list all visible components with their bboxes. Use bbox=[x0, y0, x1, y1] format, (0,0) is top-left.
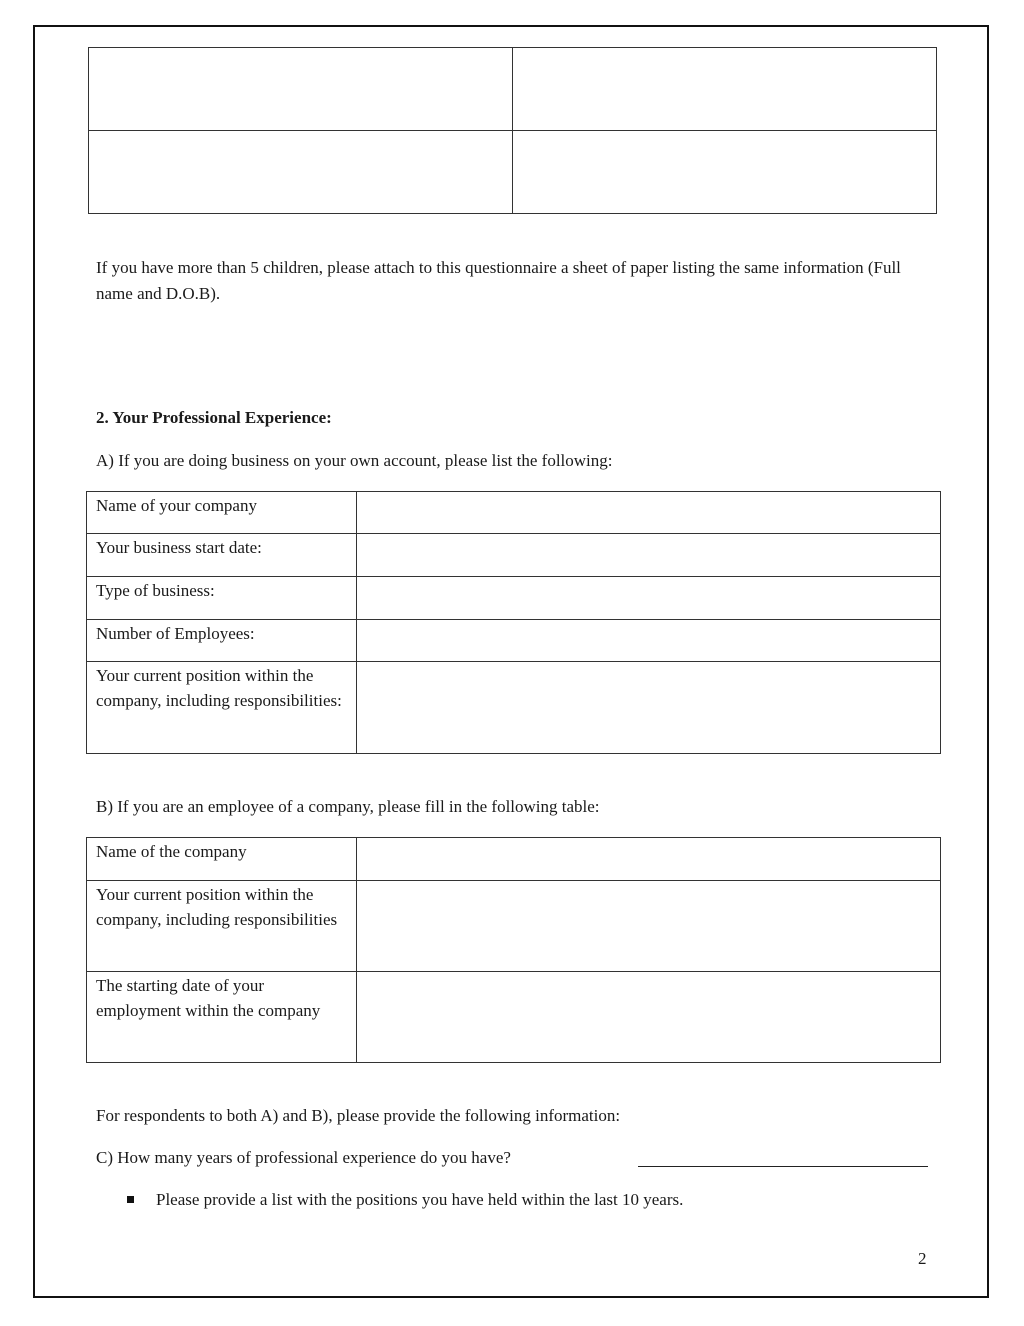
positions-list-instruction: Please provide a list with the positions you have held within the last 10 years. bbox=[156, 1190, 684, 1209]
table-cell[interactable] bbox=[89, 48, 513, 131]
employee-position-field[interactable] bbox=[357, 881, 941, 972]
years-experience-answer-line[interactable] bbox=[638, 1166, 928, 1167]
table-row bbox=[87, 620, 941, 662]
company-name-field[interactable] bbox=[357, 492, 941, 534]
field-label: Number of Employees: bbox=[87, 620, 357, 662]
table-cell[interactable] bbox=[513, 131, 937, 214]
page-number: 2 bbox=[918, 1249, 927, 1268]
table-row bbox=[87, 838, 941, 881]
field-label: Your current position within the company, including responsibilities bbox=[87, 881, 357, 972]
employee-count-field[interactable] bbox=[357, 620, 941, 662]
field-label: Name of the company bbox=[87, 838, 357, 881]
current-position-field[interactable] bbox=[357, 662, 941, 754]
children-table bbox=[88, 47, 937, 214]
children-note: If you have more than 5 children, please attach to this questionnaire a sheet of paper listing the same information (Full name and D.O.B). bbox=[96, 258, 901, 303]
employee-intro: B) If you are an employee of a company, please fill in the following table: bbox=[96, 797, 600, 816]
employment-start-date-field[interactable] bbox=[357, 972, 941, 1063]
business-start-date-field[interactable] bbox=[357, 534, 941, 577]
field-label: The starting date of your employment within the company bbox=[87, 972, 357, 1063]
table-row bbox=[89, 48, 937, 131]
field-label: Name of your company bbox=[87, 492, 357, 534]
employee-table bbox=[86, 837, 941, 1063]
table-row bbox=[87, 662, 941, 754]
table-row bbox=[89, 131, 937, 214]
both-intro: For respondents to both A) and B), please provide the following information: bbox=[96, 1106, 621, 1125]
field-label: Your business start date: bbox=[87, 534, 357, 577]
table-row bbox=[87, 534, 941, 577]
table-cell[interactable] bbox=[89, 131, 513, 214]
question-c: C) How many years of professional experience do you have? bbox=[96, 1148, 511, 1167]
table-row bbox=[87, 577, 941, 620]
own-account-intro: A) If you are doing business on your own account, please list the following: bbox=[96, 451, 613, 470]
business-type-field[interactable] bbox=[357, 577, 941, 620]
table-cell[interactable] bbox=[513, 48, 937, 131]
table-row bbox=[87, 972, 941, 1063]
section-heading: 2. Your Professional Experience: bbox=[96, 408, 332, 427]
table-row bbox=[87, 881, 941, 972]
own-account-table bbox=[86, 491, 941, 754]
employer-name-field[interactable] bbox=[357, 838, 941, 881]
field-label: Your current position within the company, including responsibilities: bbox=[87, 662, 357, 754]
bullet-icon bbox=[127, 1196, 134, 1203]
table-row bbox=[87, 492, 941, 534]
field-label: Type of business: bbox=[87, 577, 357, 620]
